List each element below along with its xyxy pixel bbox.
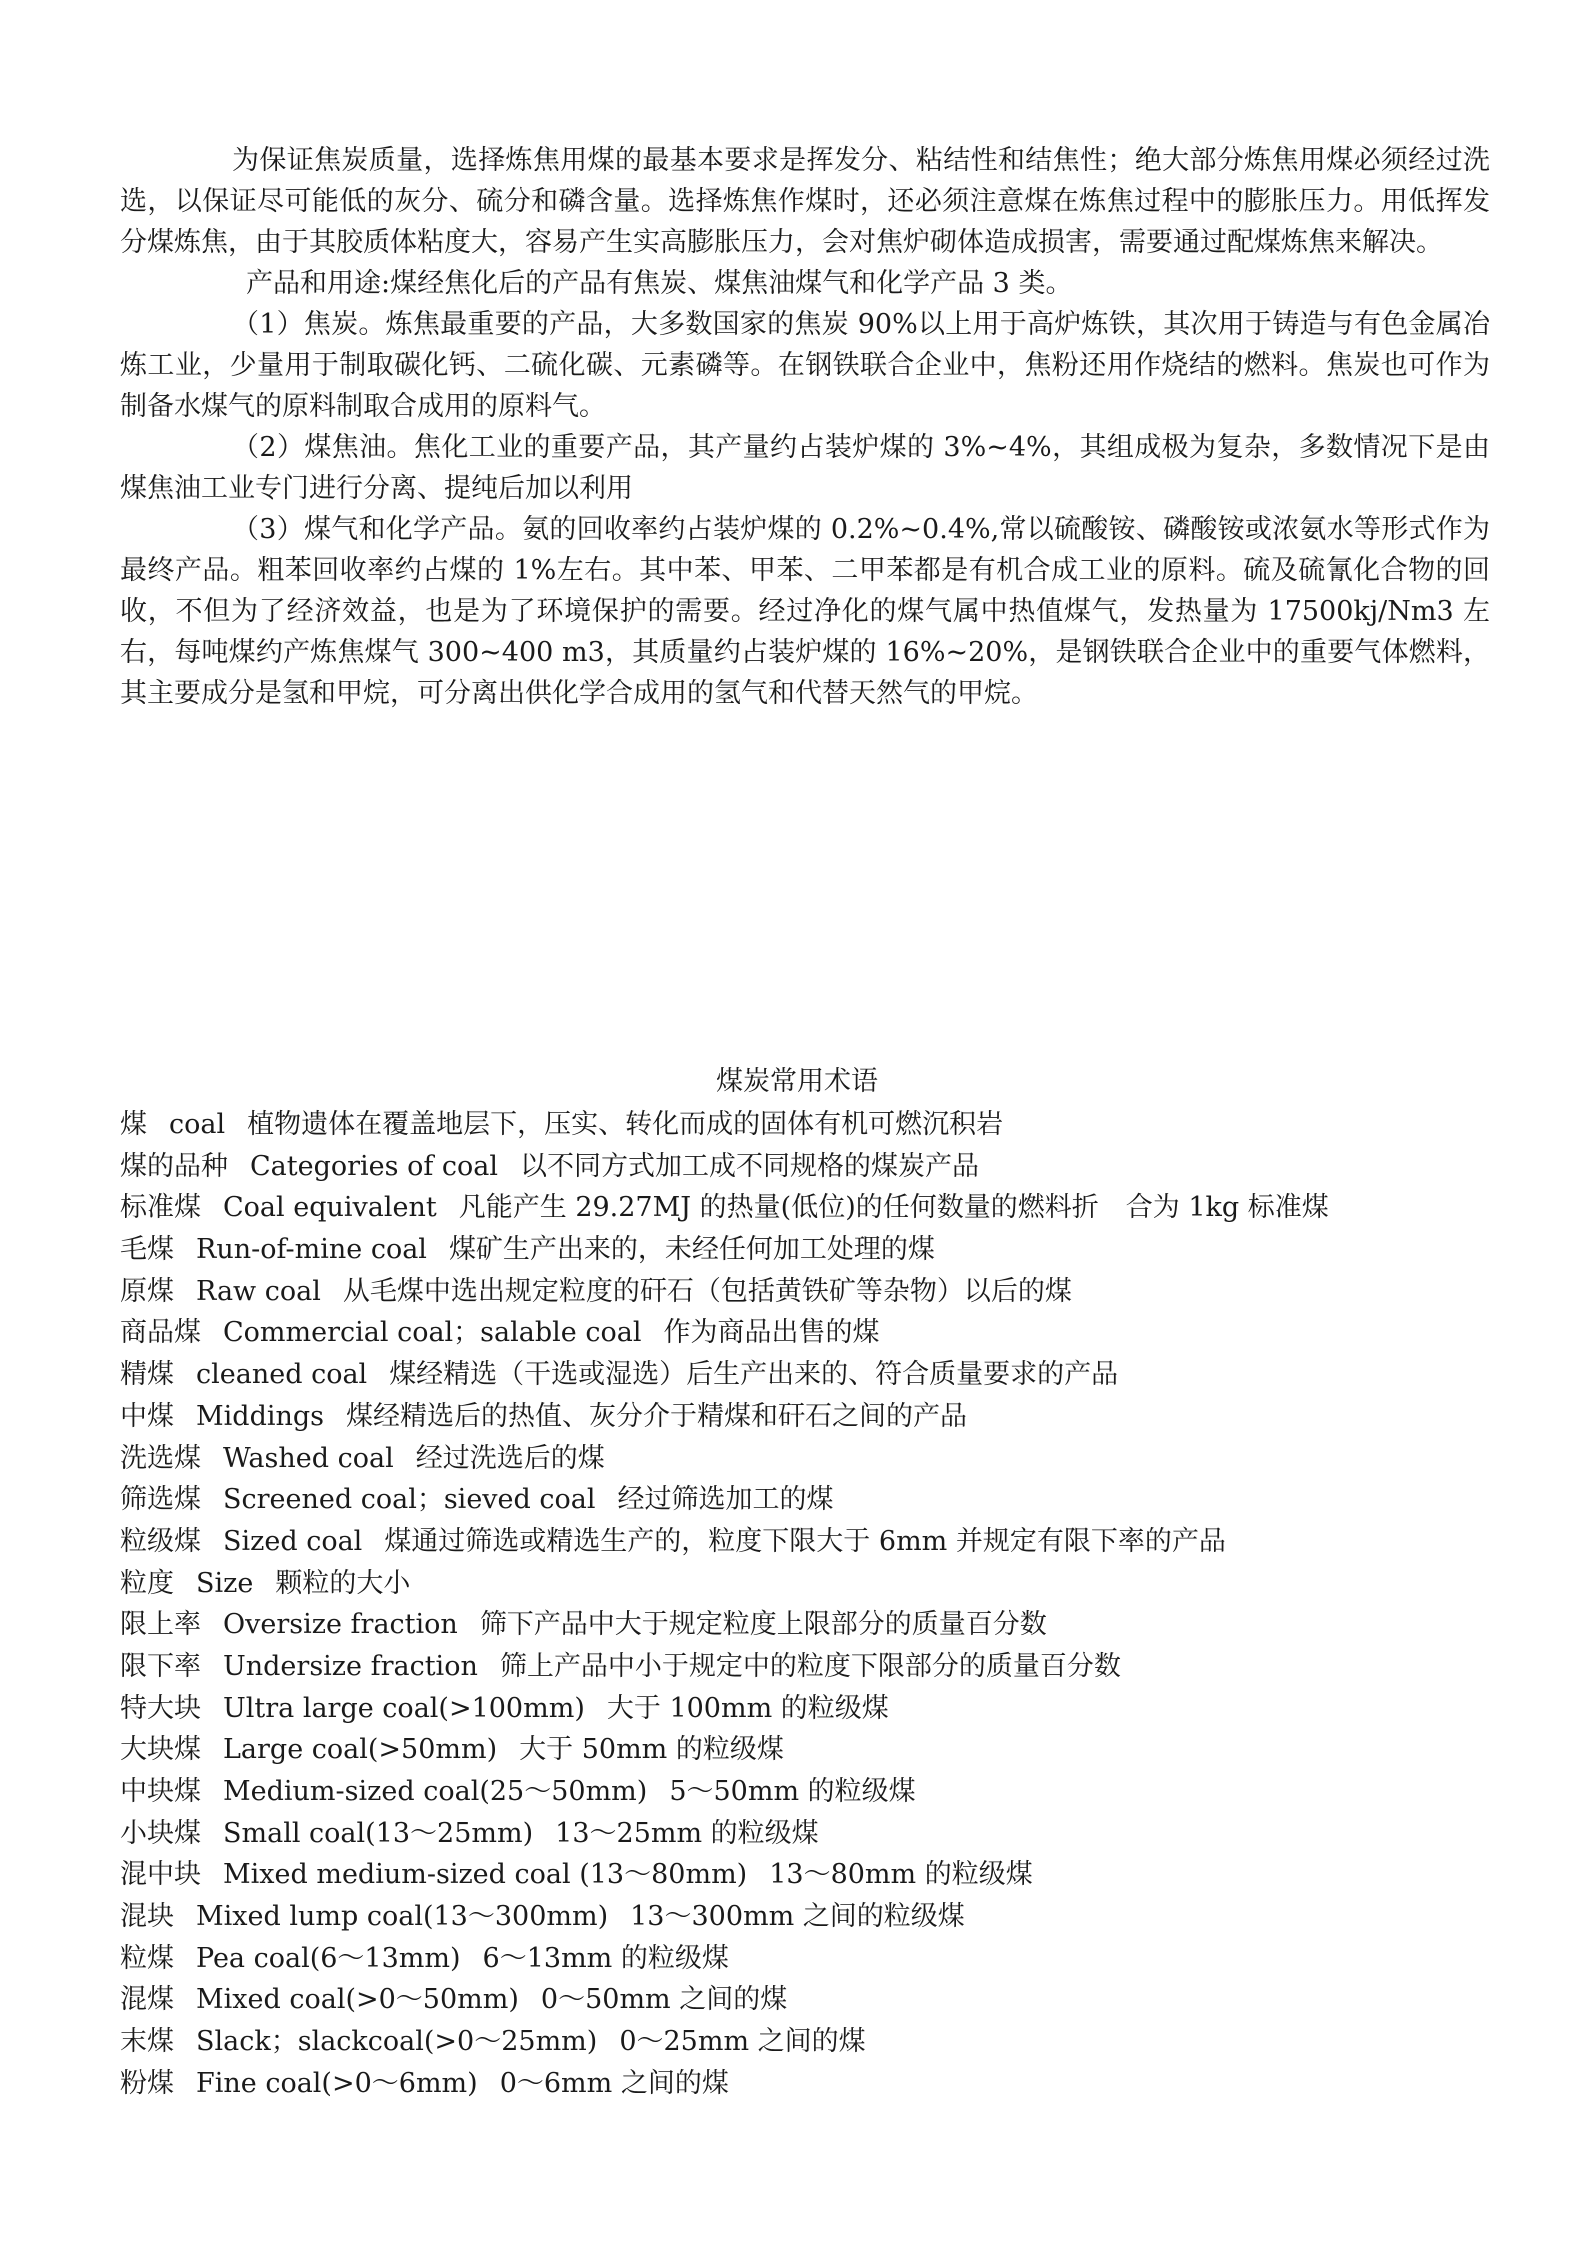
term-english: Raw coal	[196, 1275, 321, 1307]
term-chinese: 粒煤	[120, 1942, 174, 1974]
term-chinese: 粒度	[120, 1567, 174, 1599]
term-row	[120, 1146, 1520, 1188]
term-definition: 煤通过筛选或精选生产的，粒度下限大于 6mm 并规定有限下率的产品	[384, 1525, 1226, 1557]
term-english: Run-of-mine coal	[196, 1234, 427, 1266]
term-definition: 筛上产品中小于规定中的粒度下限部分的质量百分数	[499, 1650, 1121, 1682]
term-english: Pea coal(6～13mm)	[196, 1942, 461, 1974]
term-row	[120, 1354, 1520, 1396]
terms-section-title: 煤炭常用术语	[716, 1066, 878, 1097]
term-row	[120, 1312, 1520, 1354]
term-chinese: 筛选煤	[120, 1484, 201, 1516]
term-chinese: 混煤	[120, 1984, 174, 2016]
term-row	[120, 1688, 1520, 1730]
term-english: Fine coal(>0～6mm)	[196, 2067, 478, 2099]
term-row	[120, 1729, 1520, 1771]
term-chinese: 混中块	[120, 1859, 201, 1891]
term-row	[120, 1646, 1520, 1688]
term-chinese: 洗选煤	[120, 1442, 201, 1474]
term-chinese: 原煤	[120, 1275, 174, 1307]
term-chinese: 限下率	[120, 1650, 201, 1682]
term-definition: 经过筛选加工的煤	[617, 1484, 834, 1516]
term-english: coal	[169, 1109, 226, 1140]
term-row	[120, 1563, 1520, 1605]
term-english: Screened coal；sieved coal	[223, 1484, 596, 1516]
term-english: Mixed coal(>0～50mm)	[196, 1984, 519, 2016]
term-chinese: 小块煤	[120, 1817, 201, 1849]
term-definition: 筛下产品中大于规定粒度上限部分的质量百分数	[479, 1609, 1047, 1641]
term-english: Size	[196, 1567, 254, 1599]
term-chinese: 末煤	[120, 2026, 174, 2058]
term-definition: 作为商品出售的煤	[663, 1317, 880, 1349]
term-row	[120, 1396, 1520, 1438]
term-chinese: 标准煤	[120, 1192, 201, 1224]
term-english: Coal equivalent	[223, 1192, 437, 1224]
term-english: Small coal(13～25mm)	[223, 1817, 534, 1849]
term-chinese: 大块煤	[120, 1734, 201, 1766]
term-english: Oversize fraction	[223, 1609, 458, 1641]
term-definition: 13～300mm 之间的粒级煤	[630, 1901, 965, 1933]
term-english: Categories of coal	[250, 1150, 499, 1182]
term-row	[120, 1438, 1520, 1480]
term-definition: 经过洗选后的煤	[415, 1442, 605, 1474]
term-chinese: 限上率	[120, 1609, 201, 1641]
term-definition: 5～50mm 的粒级煤	[669, 1776, 916, 1807]
term-chinese: 中块煤	[120, 1776, 201, 1807]
term-english: Slack；slackcoal(>0～25mm)	[196, 2026, 598, 2058]
term-english: Commercial coal；salable coal	[223, 1317, 642, 1349]
term-english: Washed coal	[223, 1442, 394, 1474]
term-row	[120, 1187, 1520, 1229]
term-chinese: 煤的品种	[120, 1150, 228, 1182]
term-english: cleaned coal	[196, 1359, 368, 1391]
term-definition: 0～50mm 之间的煤	[540, 1984, 788, 2016]
term-row	[120, 1229, 1520, 1271]
term-definition: 植物遗体在覆盖地层下，压实、转化而成的固体有机可燃沉积岩	[247, 1109, 1004, 1140]
term-definition: 6～13mm 的粒级煤	[482, 1942, 729, 1974]
paragraph-coke: （1）焦炭。炼焦最重要的产品，大多数国家的焦炭 90%以上用于高炉炼铁，其次用于铸造与有色金属冶炼工业，少量用于制取碳化钙、二硫化碳、元素磷等。在钢铁联合企业中，焦粉还用作烧结的燃料。焦炭也可作为制备水煤气的原料制取合成用的原料气。	[120, 309, 1490, 422]
term-english: Undersize fraction	[223, 1650, 478, 1682]
term-row	[120, 1104, 1520, 1146]
terms-list	[120, 1104, 1520, 2105]
term-row	[120, 1979, 1520, 2021]
term-row	[120, 1938, 1520, 1980]
term-row	[120, 1854, 1520, 1896]
term-english: Mixed lump coal(13～300mm)	[196, 1901, 609, 1933]
term-row	[120, 1479, 1520, 1521]
paragraph-coal-tar: （2）煤焦油。焦化工业的重要产品，其产量约占装炉煤的 3%~4%，其组成极为复杂，多数情况下是由煤焦油工业专门进行分离、提纯后加以利用	[120, 432, 1490, 504]
term-chinese: 特大块	[120, 1692, 201, 1724]
term-definition: 凡能产生 29.27MJ 的热量(低位)的任何数量的燃料折 合为 1kg 标准煤	[458, 1192, 1329, 1224]
term-chinese: 毛煤	[120, 1234, 174, 1266]
term-definition: 从毛煤中选出规定粒度的矸石（包括黄铁矿等杂物）以后的煤	[342, 1275, 1072, 1307]
term-chinese: 精煤	[120, 1359, 174, 1391]
term-definition: 0～6mm 之间的煤	[499, 2067, 729, 2099]
term-row	[120, 2063, 1520, 2105]
term-row	[120, 1604, 1520, 1646]
term-row	[120, 1521, 1520, 1563]
term-row	[120, 1271, 1520, 1313]
term-definition: 以不同方式加工成不同规格的煤炭产品	[520, 1150, 980, 1182]
term-definition: 煤经精选（干选或湿选）后生产出来的、符合质量要求的产品	[389, 1359, 1119, 1391]
term-chinese: 粒级煤	[120, 1525, 201, 1557]
term-english: Large coal(>50mm)	[223, 1734, 498, 1766]
term-definition: 大于 50mm 的粒级煤	[519, 1734, 784, 1766]
term-row	[120, 1813, 1520, 1855]
term-definition: 煤矿生产出来的，未经任何加工处理的煤	[448, 1234, 935, 1266]
term-definition: 煤经精选后的热值、灰分介于精煤和矸石之间的产品	[346, 1400, 968, 1432]
term-definition: 0～25mm 之间的煤	[619, 2026, 866, 2058]
term-english: Ultra large coal(>100mm)	[223, 1692, 585, 1724]
term-definition: 13～25mm 的粒级煤	[555, 1817, 819, 1849]
term-english: Medium-sized coal(25～50mm)	[223, 1776, 648, 1807]
term-row	[120, 1896, 1520, 1938]
term-definition: 大于 100mm 的粒级煤	[606, 1692, 889, 1724]
paragraph-gas-chemicals: （3）煤气和化学产品。氨的回收率约占装炉煤的 0.2%~0.4%,常以硫酸铵、磷酸铵或浓氨水等形式作为最终产品。粗苯回收率约占煤的 1%左右。其中苯、甲苯、二甲苯都是有机合成工业的原料。硫及硫氰化合物的回收，不但为了经济效益，也是为了环境保护的需要。经过净化的煤气属中热值煤气，发热量为 17500kj/Nm3 左右，每吨煤约产炼焦煤气 300~400 m3，其质量约占装炉煤的 16%~20%，是钢铁联合企业中的重要气体燃料，其主要成分是氢和甲烷，可分离出供化学合成用的氢气和代替天然气的甲烷。	[120, 514, 1490, 709]
coking-products-section	[120, 140, 1490, 714]
term-chinese: 粉煤	[120, 2067, 174, 2099]
paragraph-coal-selection: 为保证焦炭质量，选择炼焦用煤的最基本要求是挥发分、粘结性和结焦性；绝大部分炼焦用煤必须经过洗选，以保证尽可能低的灰分、硫分和磷含量。选择炼焦作煤时，还必须注意煤在炼焦过程中的膨胀压力。用低挥发分煤炼焦，由于其胶质体粘度大，容易产生实高膨胀压力，会对焦炉砌体造成损害，需要通过配煤炼焦来解决。	[120, 145, 1490, 258]
term-english: Middings	[196, 1400, 325, 1432]
term-english: Sized coal	[223, 1525, 363, 1557]
term-row	[120, 1771, 1520, 1813]
term-definition: 13～80mm 的粒级煤	[769, 1859, 1033, 1891]
term-row	[120, 2021, 1520, 2063]
term-english: Mixed medium-sized coal (13～80mm)	[223, 1859, 748, 1891]
term-chinese: 中煤	[120, 1400, 174, 1432]
term-definition: 颗粒的大小	[275, 1567, 411, 1599]
paragraph-products-uses: 产品和用途:煤经焦化后的产品有焦炭、煤焦油煤气和化学产品 3 类。	[246, 268, 1073, 299]
term-chinese: 商品煤	[120, 1317, 201, 1349]
term-chinese: 混块	[120, 1901, 174, 1933]
term-chinese: 煤	[120, 1109, 147, 1140]
